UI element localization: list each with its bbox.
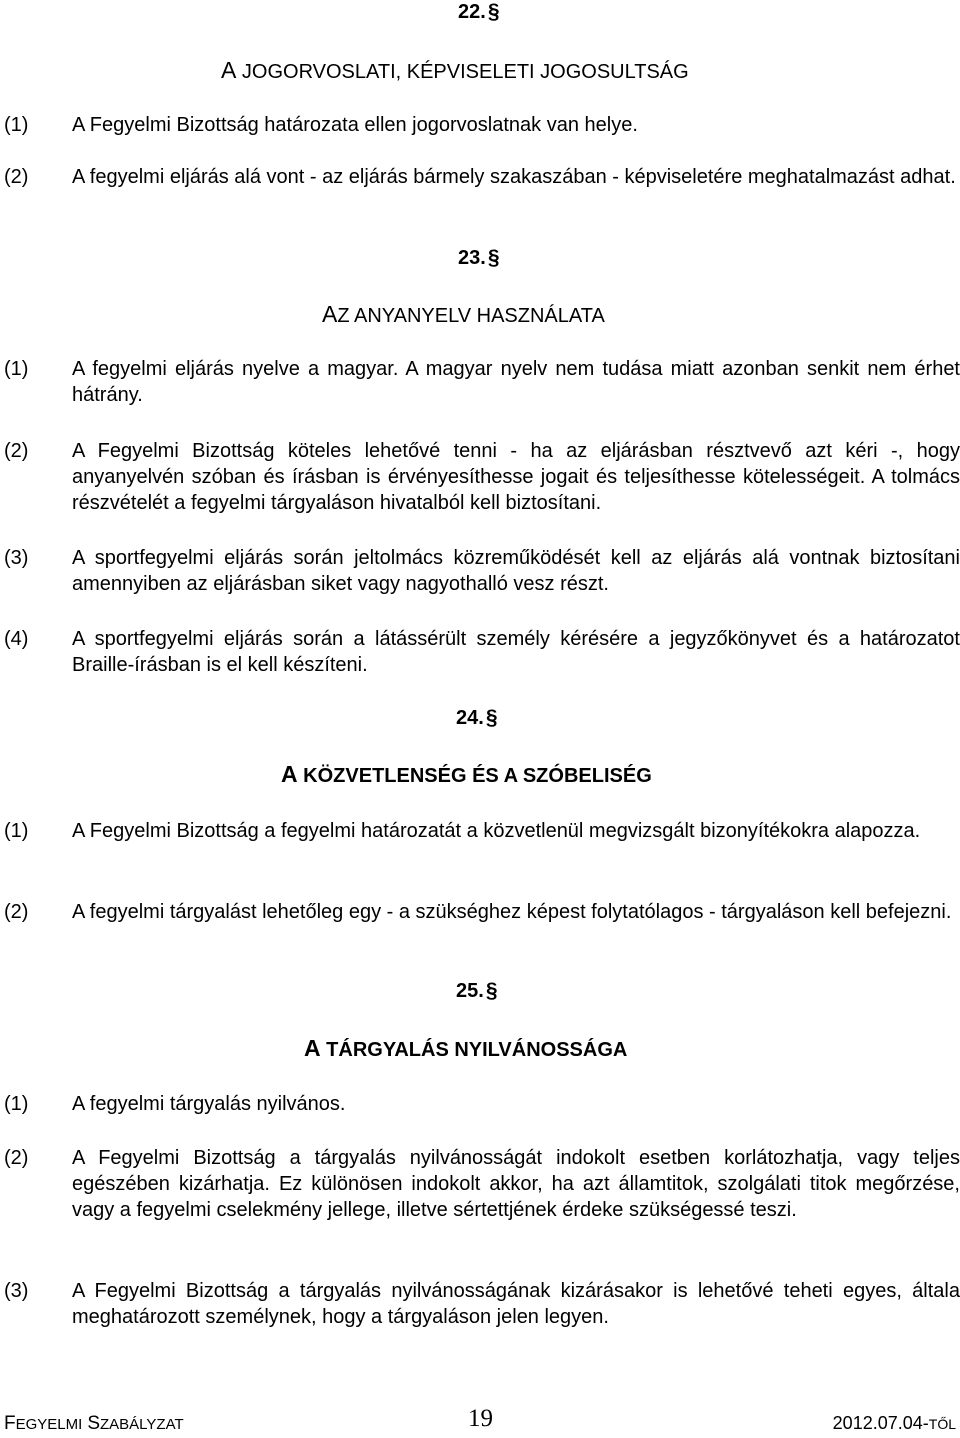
section-title: A JOGORVOSLATI, KÉPVISELETI JOGOSULTSÁG — [221, 57, 689, 83]
paragraph-number: (2) — [4, 440, 29, 462]
section-number: 22.§ — [458, 0, 500, 23]
paragraph-number: (3) — [4, 547, 29, 569]
paragraph-text: A sportfegyelmi eljárás során a látássérült személy kérésére a jegyzőkönyvet és a határozatot Braille-írásban is el kell készíteni. — [72, 628, 960, 676]
section-title: A KÖZVETLENSÉG ÉS A SZÓBELISÉG — [281, 761, 652, 787]
section-sign-icon: § — [487, 0, 500, 23]
paragraph-text: A fegyelmi eljárás nyelve a magyar. A magyar nyelv nem tudása miatt azonban senkit nem érhet hátrány. — [72, 358, 960, 406]
paragraph-text: A sportfegyelmi eljárás során jeltolmács közreműködését kell az eljárás alá vontnak biztosítani amennyiben az eljárásban siket vagy nagyothalló vesz részt. — [72, 547, 960, 595]
paragraph-text: A fegyelmi tárgyalást lehetőleg egy - a szükséghez képest folytatólagos - tárgyaláson kell befejezni. — [72, 901, 952, 923]
section-number: 24.§ — [456, 706, 498, 729]
paragraph-text: A Fegyelmi Bizottság határozata ellen jogorvoslatnak van helye. — [72, 114, 638, 136]
paragraph-number: (1) — [4, 1093, 29, 1115]
footer-page-number: 19 — [468, 1405, 493, 1432]
page-footer — [0, 1405, 960, 1434]
paragraph-text: A Fegyelmi Bizottság a tárgyalás nyilvánosságának kizárásakor is lehetővé teheti egyes, általa meghatározott személynek, hogy a tárgyaláson jelen legyen. — [72, 1280, 960, 1328]
paragraph-text: A Fegyelmi Bizottság a fegyelmi határozatát a közvetlenül megvizsgált bizonyítékokra alapozza. — [72, 820, 921, 842]
footer-date: 2012.07.04-TŐL — [832, 1413, 956, 1433]
paragraph-number: (2) — [4, 166, 29, 188]
paragraph-text: A fegyelmi tárgyalás nyilvános. — [72, 1093, 346, 1115]
paragraph-number: (1) — [4, 820, 29, 842]
paragraph-number: (2) — [4, 1147, 29, 1169]
footer-document-title: FEGYELMI SZABÁLYZAT — [4, 1413, 184, 1434]
section-title: AZ ANYANYELV HASZNÁLATA — [322, 301, 605, 327]
section-sign-icon: § — [487, 246, 500, 269]
paragraph-text: A Fegyelmi Bizottság köteles lehetővé tenni - ha az eljárásban résztvevő azt kéri -, hogy anyanyelvén szóban és írásban is érvényesíthesse jogait és teljesíthesse kötelességeit. A tolmács részvételét a fegyelmi tárgyaláson hivatalból kell biztosítani. — [72, 440, 960, 514]
paragraph-number: (2) — [4, 901, 29, 923]
paragraph-number: (3) — [4, 1280, 29, 1302]
paragraph-number: (1) — [4, 358, 29, 380]
paragraph-text: A Fegyelmi Bizottság a tárgyalás nyilvánosságát indokolt esetben korlátozhatja, vagy teljes egészében kizárhatja. Ez különösen indokolt akkor, ha azt államtitok, szolgálati titok megőrzése, vagy a fegyelmi cselekmény jellege, illetve sértettjének érdeke szükségessé teszi. — [72, 1147, 960, 1221]
section-sign-icon: § — [485, 979, 498, 1002]
section-number: 25.§ — [456, 979, 498, 1002]
section-sign-icon: § — [485, 706, 498, 729]
paragraph-number: (4) — [4, 628, 29, 650]
paragraph-text: A fegyelmi eljárás alá vont - az eljárás bármely szakaszában - képviseletére meghatalmazást adhat. — [72, 166, 956, 188]
paragraph-number: (1) — [4, 114, 29, 136]
section-number: 23.§ — [458, 246, 500, 269]
section-title: A TÁRGYALÁS NYILVÁNOSSÁGA — [304, 1035, 628, 1061]
